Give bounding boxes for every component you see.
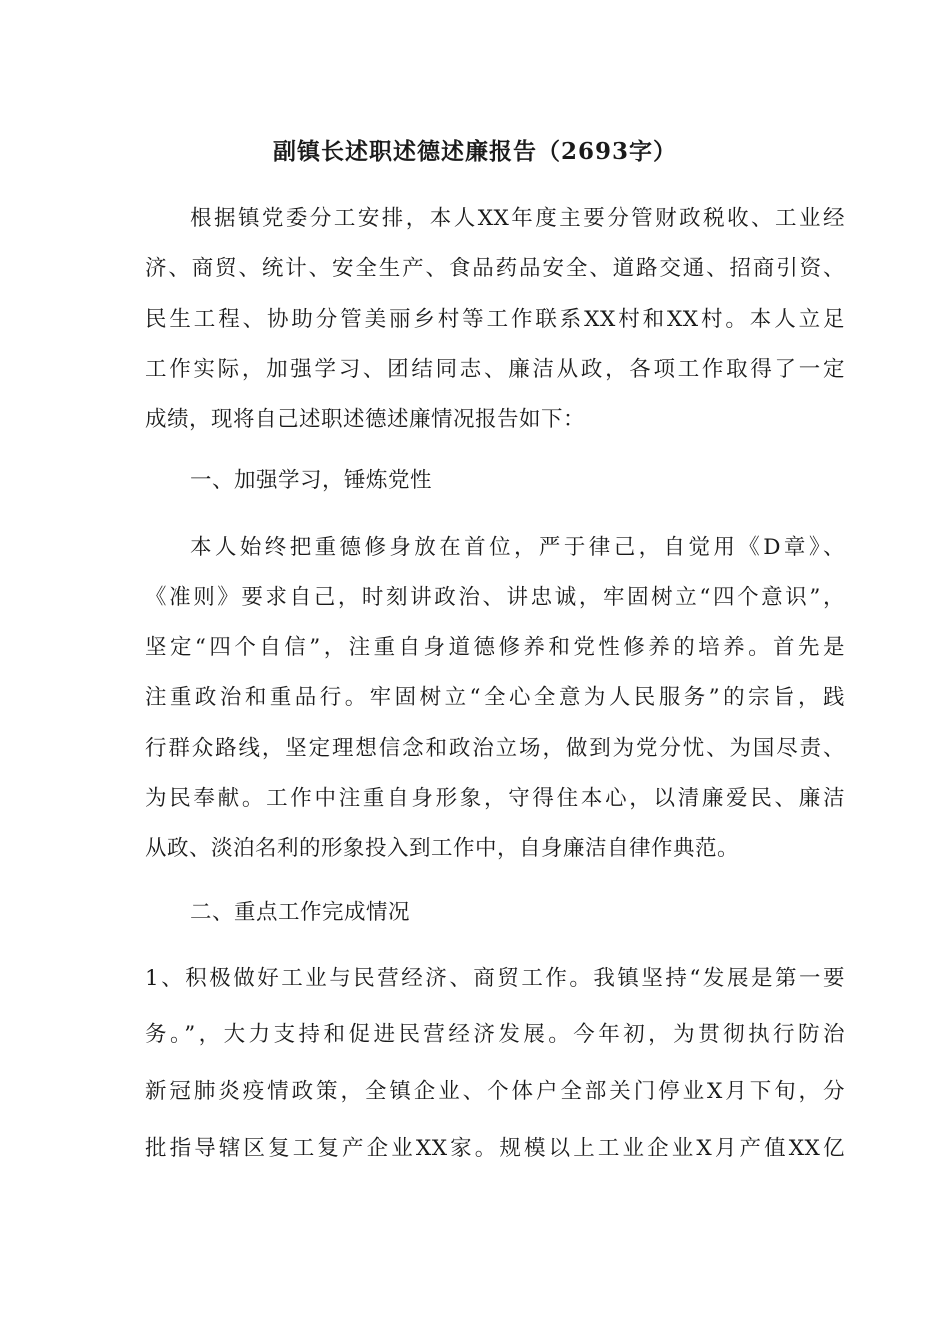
intro-line-3: 民生工程、协助分管美丽乡村等工作联系XX村和XX村。本人立足: [145, 307, 845, 332]
study-line-3: 坚定“四个自信”，注重自身道德修养和党性修养的培养。首先是: [145, 635, 845, 660]
study-line-6: 为民奉献。工作中注重自身形象，守得住本心，以清廉爱民、廉洁: [145, 786, 845, 811]
intro-line-2: 济、商贸、统计、安全生产、食品药品安全、道路交通、招商引资、: [145, 256, 845, 281]
work-line-3: 新冠肺炎疫情政策，全镇企业、个体户全部关门停业X月下旬，分: [145, 1079, 845, 1104]
intro-line-5: 成绩，现将自己述职述德述廉情况报告如下：: [145, 407, 586, 432]
work-line-2: 务。”，大力支持和促进民营经济发展。今年初，为贯彻执行防治: [145, 1022, 845, 1047]
work-line-1: 1、积极做好工业与民营经济、商贸工作。我镇坚持“发展是第一要: [145, 966, 845, 991]
section-heading-1: 一、加强学习，锤炼党性: [190, 468, 433, 493]
work-line-4: 批指导辖区复工复产企业XX家。规模以上工业企业X月产值XX亿: [145, 1136, 845, 1161]
study-line-5: 行群众路线，坚定理想信念和政治立场，做到为党分忧、为国尽责、: [145, 736, 845, 761]
study-line-2: 《准则》要求自己，时刻讲政治、讲忠诚，牢固树立“四个意识”，: [145, 585, 845, 610]
page-title: 副镇长述职述德述廉报告（2693字）: [272, 138, 677, 165]
intro-line-1: 根据镇党委分工安排，本人XX年度主要分管财政税收、工业经: [190, 206, 845, 231]
intro-line-4: 工作实际，加强学习、团结同志、廉洁从政，各项工作取得了一定: [145, 357, 845, 382]
study-line-1: 本人始终把重德修身放在首位，严于律己，自觉用《D章》、: [190, 535, 845, 560]
section-heading-2: 二、重点工作完成情况: [190, 900, 411, 925]
study-line-4: 注重政治和重品行。牢固树立“全心全意为人民服务”的宗旨，践: [145, 685, 845, 710]
study-line-7: 从政、淡泊名利的形象投入到工作中，自身廉洁自律作典范。: [145, 836, 740, 861]
